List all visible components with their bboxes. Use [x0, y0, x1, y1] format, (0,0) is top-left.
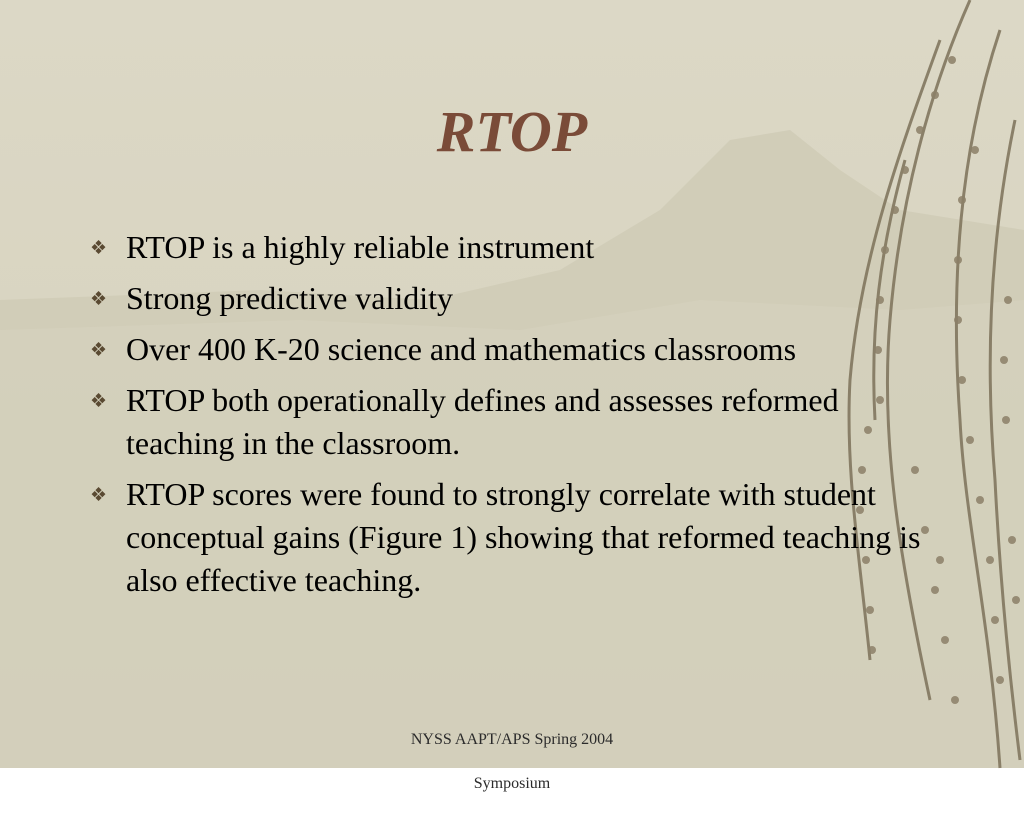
- diamond-flower-icon: ❖: [90, 391, 108, 412]
- diamond-flower-icon: ❖: [90, 340, 108, 361]
- bullet-text: RTOP both operationally defines and assesses reformed teaching in the classroom.: [126, 382, 839, 461]
- bullet-item: [90, 277, 950, 320]
- diamond-flower-icon: ❖: [90, 485, 108, 506]
- bullet-text: Over 400 K-20 science and mathematics classrooms: [126, 331, 797, 367]
- slide-footer: [360, 707, 664, 817]
- footer-line-2: Symposium: [473, 775, 551, 792]
- diamond-flower-icon: ❖: [90, 289, 108, 310]
- bullet-text: RTOP is a highly reliable instrument: [126, 229, 595, 265]
- footer-line-1: NYSS AAPT/APS Spring 2004: [410, 731, 614, 748]
- diamond-flower-icon: ❖: [90, 238, 108, 259]
- bullet-text: Strong predictive validity: [126, 280, 454, 316]
- slide-title: RTOP: [436, 99, 588, 164]
- bullet-item: [90, 328, 950, 371]
- bullet-item: [90, 226, 950, 269]
- bullet-item: [90, 379, 950, 465]
- bullet-list: [90, 226, 950, 610]
- bullet-item: [90, 473, 950, 602]
- bullet-text: RTOP scores were found to strongly correlate with student conceptual gains (Figure 1) showing that reformed teaching is also effective teaching.: [126, 476, 921, 598]
